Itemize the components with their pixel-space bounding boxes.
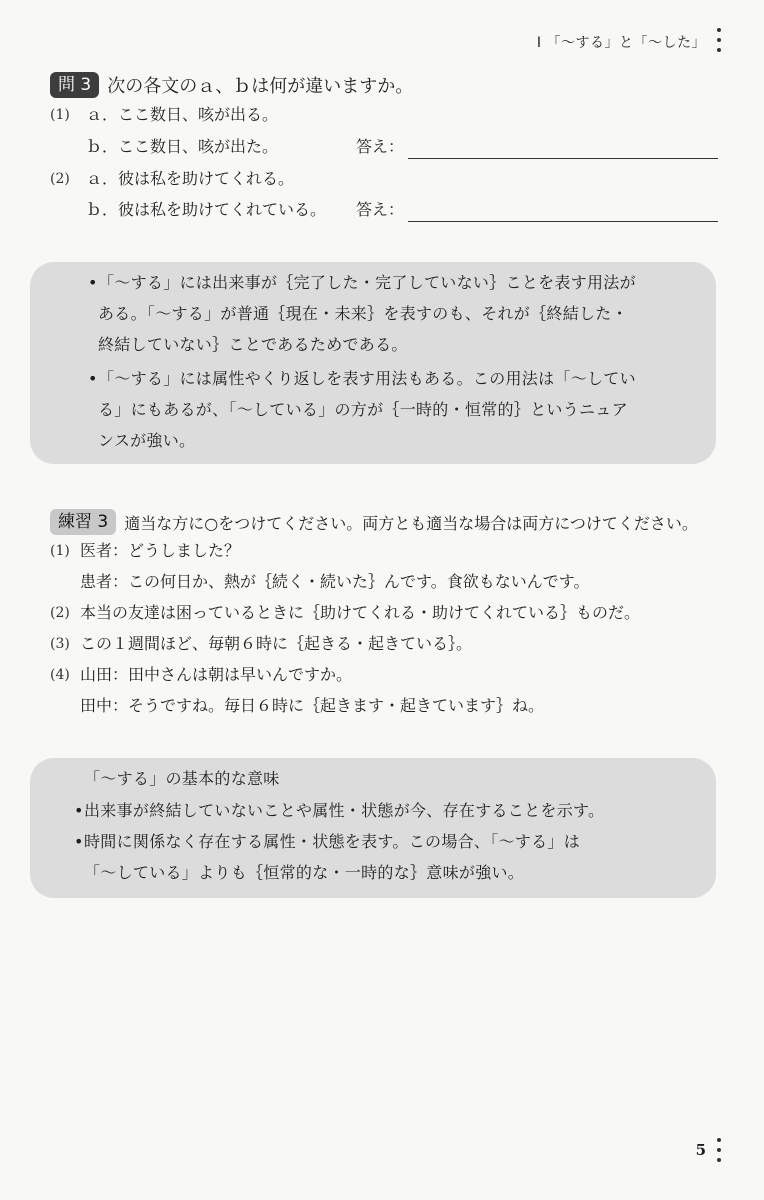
question-item-line-a: ａ．彼は私を助けてくれる。 bbox=[86, 169, 295, 188]
exercise-item-line: 山田：田中さんは朝は早いんですか。 bbox=[80, 665, 353, 684]
question-3-title: 次の各文のａ、ｂは何が違いますか。 bbox=[107, 76, 414, 97]
box-1-text-line: 終結していない｝ことであるためである。 bbox=[98, 335, 408, 354]
exercise-item-number: (2) bbox=[50, 605, 70, 621]
exercise-item-number: (3) bbox=[50, 636, 70, 652]
bullet-mark: • bbox=[74, 801, 84, 820]
exercise-item-line: 患者：この何日か、熱が｛続く・続いた｝んです。食欲もないんです。 bbox=[80, 572, 590, 591]
box-1-text-line: 「〜する」には属性やくり返しを表す用法もある。この用法は「〜してい bbox=[98, 369, 636, 388]
exercise-item-number: (4) bbox=[50, 667, 70, 683]
exercise-item-line: 本当の友達は困っているときに｛助けてくれる・助けてくれている｝ものだ。 bbox=[80, 603, 641, 622]
running-header: I 「〜する」と「〜した」 bbox=[536, 35, 706, 51]
header-dots-ornament bbox=[717, 28, 722, 58]
page-number: 5 bbox=[695, 1141, 706, 1159]
summary-box-1 bbox=[30, 262, 716, 464]
exercise-item-number: (1) bbox=[50, 543, 70, 559]
box-1-text-line: ンスが強い。 bbox=[98, 431, 196, 450]
bullet-mark: • bbox=[88, 369, 98, 388]
answer-label: 答え： bbox=[356, 137, 405, 156]
box-2-text-line: 出来事が終結していないことや属性・状態が今、存在することを示す。 bbox=[84, 801, 605, 820]
answer-label: 答え： bbox=[356, 200, 405, 219]
exercise-item-line: 田中：そうですね。毎日６時に｛起きます・起きています｝ね。 bbox=[80, 696, 545, 715]
box-2-heading: 「〜する」の基本的な意味 bbox=[84, 769, 280, 788]
box-1-text-line: ある。「〜する」が普通｛現在・未来｝を表すのも、それが｛終結した・ bbox=[98, 304, 628, 323]
question-item-line-b: ｂ．彼は私を助けてくれている。 bbox=[86, 200, 327, 219]
exercise-item-line: 医者：どうしました？ bbox=[80, 541, 241, 560]
bullet-mark: • bbox=[88, 273, 98, 292]
bullet-mark: • bbox=[74, 832, 84, 851]
box-2-text-line: 時間に関係なく存在する属性・状態を表す。この場合、「〜する」は bbox=[84, 832, 581, 851]
box-1-text-line: る」にもあるが、「〜している」の方が｛一時的・恒常的｝というニュア bbox=[98, 400, 628, 419]
box-1-text-line: 「〜する」には出来事が｛完了した・完了していない｝ことを表す用法が bbox=[98, 273, 636, 292]
answer-blank-line[interactable] bbox=[408, 221, 718, 222]
exercise-3-tag: 練習 3 bbox=[50, 509, 116, 535]
answer-blank-line[interactable] bbox=[408, 158, 718, 159]
question-item-line-a: ａ．ここ数日、咳が出る。 bbox=[86, 105, 279, 124]
question-3-heading bbox=[50, 72, 413, 98]
box-2-text-line: 「〜している」よりも｛恒常的な・一時的な｝意味が強い。 bbox=[84, 863, 525, 882]
exercise-item-line: この１週間ほど、毎朝６時に｛起きる・起きている｝。 bbox=[80, 634, 473, 653]
question-item-number: (1) bbox=[50, 107, 70, 123]
question-3-tag: 問 3 bbox=[50, 72, 99, 98]
footer-dots-ornament bbox=[717, 1138, 722, 1168]
question-item-line-b: ｂ．ここ数日、咳が出た。 bbox=[86, 137, 279, 156]
exercise-3-title: 適当な方に○をつけてください。両方とも適当な場合は両方につけてください。 bbox=[124, 513, 698, 533]
summary-box-2 bbox=[30, 758, 716, 898]
question-item-number: (2) bbox=[50, 171, 70, 187]
exercise-3-heading bbox=[50, 509, 698, 535]
